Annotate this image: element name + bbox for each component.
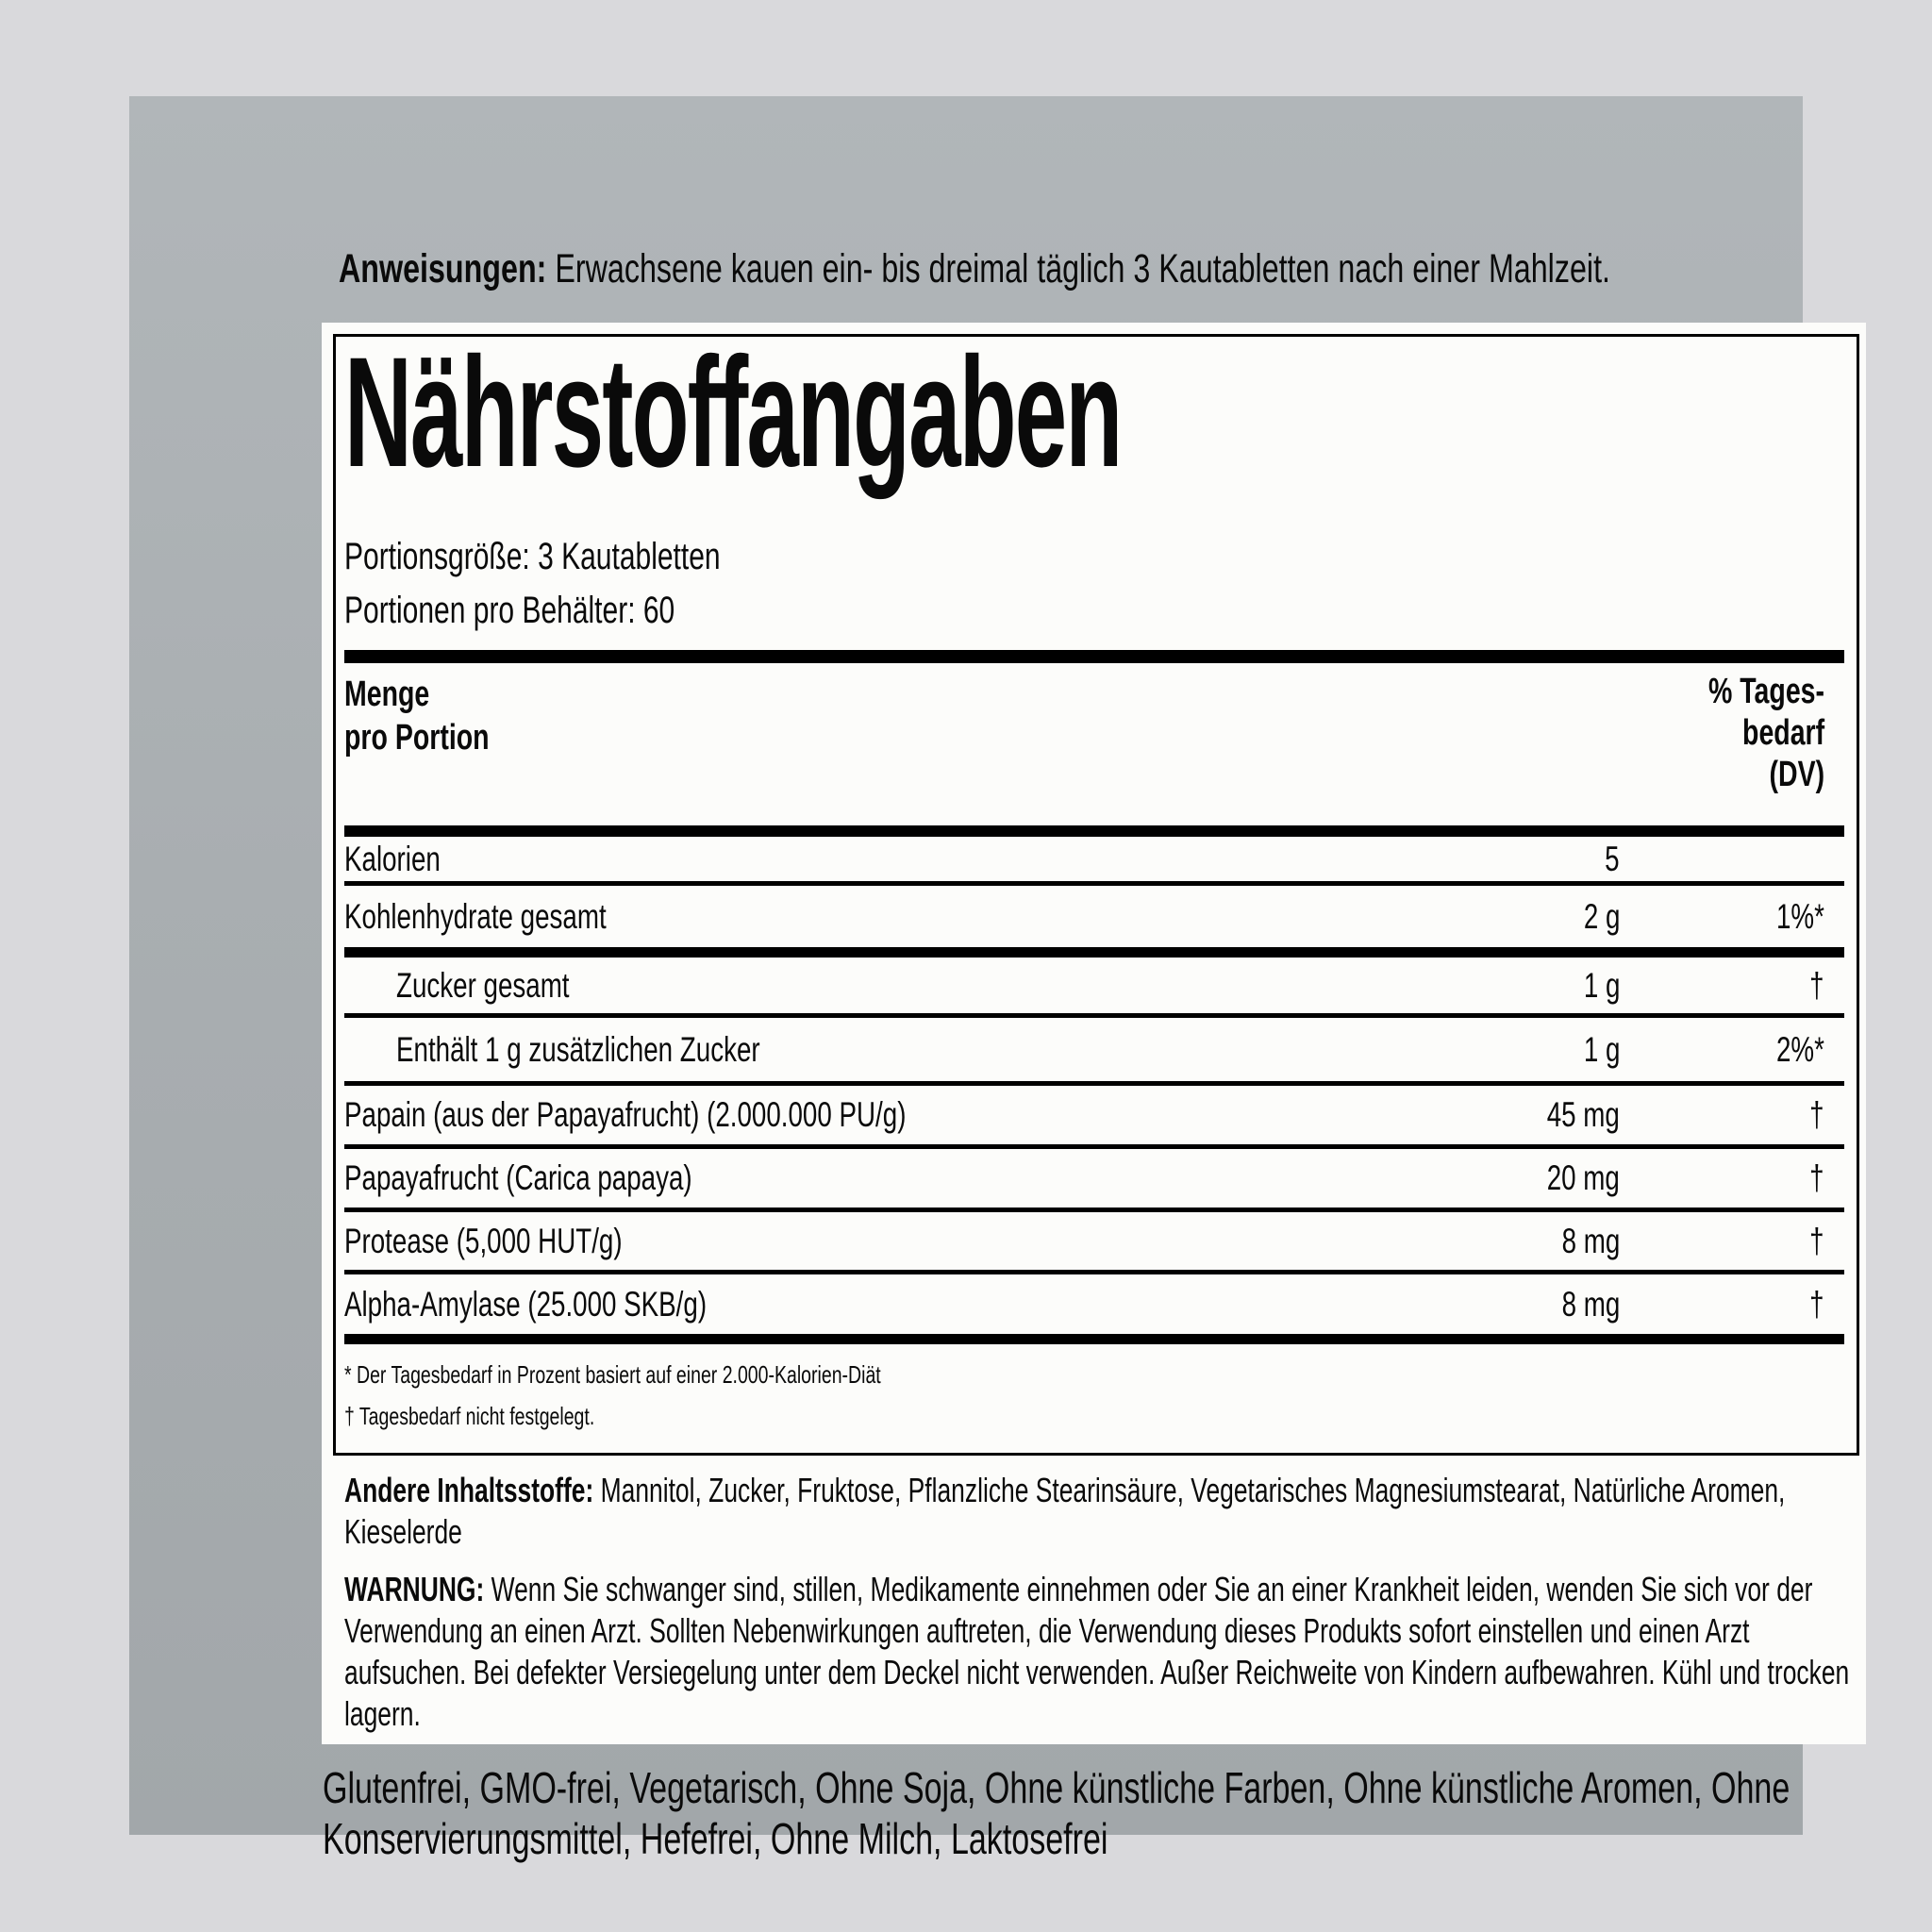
warning-text: Wenn Sie schwanger sind, stillen, Medikamente einnehmen oder Sie an einer Krankheit leiden, wenden Sie sich vor der Verwendung an einen Arzt. Sollten Nebenwirkungen auftreten, die Verwendung dieses Produkts sofort einstellen und einen Arzt aufsuchen. Bei defekter Versiegelung unter dem Deckel nicht verwenden. Außer Reichweite von Kindern aufbewahren. Kühl und trocken lagern.	[344, 1570, 1850, 1733]
row-label: Enthält 1 g zusätzlichen Zucker	[396, 1029, 760, 1069]
warning-lead: WARNUNG:	[344, 1570, 485, 1608]
row-amount: 2 g	[1583, 896, 1620, 936]
instructions-line	[339, 245, 1932, 292]
nutrient-table	[344, 837, 1844, 1344]
row-label: Kalorien	[344, 839, 441, 878]
row-dv: †	[1809, 965, 1824, 1005]
row-amount: 5	[1605, 839, 1620, 878]
row-dv: †	[1809, 1284, 1824, 1324]
row-amount: 20 mg	[1546, 1158, 1620, 1197]
table-row-zucker-gesamt	[344, 958, 1844, 1018]
row-amount: 8 mg	[1561, 1284, 1620, 1324]
row-label: Alpha-Amylase (25.000 SKB/g)	[344, 1284, 708, 1324]
row-amount: 1 g	[1583, 965, 1620, 1005]
instructions-lead: Anweisungen:	[339, 246, 547, 291]
footnote-dv-basis: * Der Tagesbedarf in Prozent basiert auf einer 2.000-Kalorien-Diät	[344, 1360, 881, 1389]
rule-below-header	[344, 825, 1844, 837]
footnote-dagger: † Tagesbedarf nicht festgelegt.	[344, 1402, 595, 1430]
table-row-zusaetzlicher-zucker	[344, 1018, 1844, 1086]
row-label: Papayafrucht (Carica papaya)	[344, 1158, 692, 1197]
row-label: Zucker gesamt	[396, 965, 570, 1005]
row-amount: 45 mg	[1546, 1095, 1620, 1134]
table-row-papain	[344, 1086, 1844, 1149]
other-ingredients-text: Mannitol, Zucker, Fruktose, Pflanzliche Stearinsäure, Vegetarisches Magnesiumstearat, Natürliche Aromen, Kieselerde	[344, 1471, 1786, 1551]
row-dv: 1%*	[1776, 896, 1824, 936]
other-ingredients	[344, 1470, 1932, 1553]
column-header-dv: % Tages- bedarf (DV)	[1707, 672, 1824, 794]
table-row-kohlenhydrate	[344, 886, 1844, 958]
instructions-body: Erwachsene kauen ein- bis dreimal täglich 3 Kautabletten nach einer Mahlzeit.	[555, 246, 1610, 291]
column-header-amount: Menge pro Portion	[344, 675, 490, 758]
servings-per-container: Portionen pro Behälter: 60	[344, 590, 675, 631]
table-row-kalorien	[344, 837, 1844, 886]
footnotes	[344, 1354, 1059, 1437]
gray-backplate	[129, 96, 1850, 1863]
row-amount: 8 mg	[1561, 1221, 1620, 1260]
nutrition-label-panel	[322, 323, 1866, 1744]
table-row-alpha-amylase	[344, 1274, 1844, 1344]
warning	[344, 1569, 1932, 1735]
table-row-papayafrucht	[344, 1149, 1844, 1212]
other-ingredients-lead: Andere Inhaltsstoffe:	[344, 1471, 594, 1509]
row-dv: †	[1809, 1158, 1824, 1197]
rule-below-serving	[344, 650, 1844, 663]
instructions-text	[339, 245, 1610, 292]
row-label: Kohlenhydrate gesamt	[344, 896, 607, 936]
row-dv: 2%*	[1776, 1029, 1824, 1069]
row-dv	[1620, 840, 1824, 879]
table-header-row	[344, 673, 1844, 795]
table-row-protease	[344, 1212, 1844, 1274]
serving-size: Portionsgröße: 3 Kautabletten	[344, 536, 721, 577]
dietary-claims	[323, 1762, 1932, 1864]
row-label: Papain (aus der Papayafrucht) (2.000.000 PU/g)	[344, 1095, 907, 1134]
dietary-claims-text: Glutenfrei, GMO-frei, Vegetarisch, Ohne Soja, Ohne künstliche Farben, Ohne künstliche Aromen, Ohne Konservierungsmittel, Hefefrei, Ohne Milch, Laktosefrei	[323, 1763, 1790, 1863]
row-dv: †	[1809, 1221, 1824, 1260]
nutrition-facts-box	[333, 325, 1859, 1456]
row-label: Protease (5,000 HUT/g)	[344, 1221, 623, 1260]
facts-title: Nährstoffangaben	[344, 325, 1122, 500]
row-dv: †	[1809, 1095, 1824, 1134]
row-amount: 1 g	[1583, 1029, 1620, 1069]
